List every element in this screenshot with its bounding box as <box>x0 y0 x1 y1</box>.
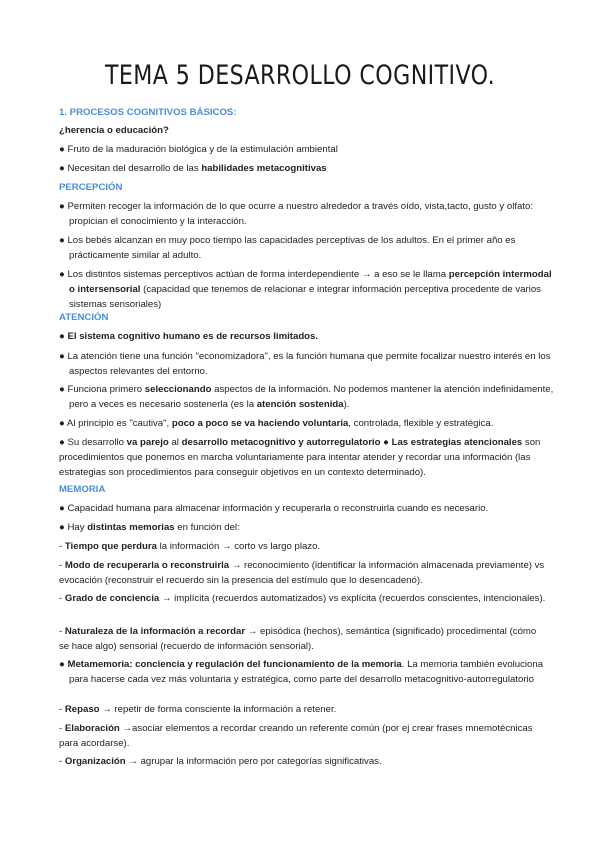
list-item: ● Hay distintas memorias en función del: <box>59 522 240 533</box>
list-item: ● La atención tiene una función "economizadora", es la función humana que permite focalizar nuestro interés en los aspectos relevantes del entorno. <box>59 351 551 377</box>
section-heading-atencion: ATENCIÓN <box>59 312 109 323</box>
list-item: ● Capacidad humana para almacenar información y recuperarla o reconstruirla cuando es necesario. <box>59 503 489 514</box>
list-item: - Repaso → repetir de forma consciente la información a retener. <box>59 704 337 715</box>
list-item: - Grado de conciencia → implícita (recuerdos automatizados) vs explícita (recuerdos conscientes, intencionales). <box>59 593 546 604</box>
question-heading: ¿herencia o educación? <box>59 125 169 136</box>
list-item: - Modo de recuperarla o reconstruirla → reconocimiento (identificar la información almacenada previamente) vs evocación (reconstruir el recuerdo sin la presencia del estímulo que lo desencadenó). <box>59 560 545 586</box>
list-item: ● Metamemoria: conciencia y regulación del funcionamiento de la memoria. La memoria también evoluciona para hacerse cada vez más voluntaria y estratégica, como parte del desarrollo metacognitivo-autorregulatorio <box>59 659 544 685</box>
list-item: ● Los distintos sistemas perceptivos actúan de forma interdependiente → a eso se le llama percepción intermodal o intersensorial (capacidad que tenemos de relacionar e integrar información perceptiva procedente de varios sistemas sensoriales) <box>59 269 552 310</box>
list-item: ● Su desarrollo va parejo al desarrollo metacognitivo y autorregulatorio ● Las estrategias atencionales son procedimientos que ponemos en marcha voluntariamente para intentar atender y recordar una información (las estrategias son procedimientos para conseguir objetivos en un contexto determinado). <box>59 437 541 478</box>
list-item: - Organización → agrupar la información pero por categorías significativas. <box>59 756 382 767</box>
list-item: - Elaboración →asociar elementos a recordar creando un referente común (por ej crear frases mnemotécnicas para acordarse). <box>59 723 533 749</box>
page-title: TEMA 5 DESARROLLO COGNITIVO. <box>104 60 496 91</box>
list-item: ● Necesitan del desarrollo de las habilidades metacognitivas <box>59 163 327 174</box>
list-item: ● Los bebés alcanzan en muy poco tiempo las capacidades perceptivas de los adultos. En el primer año es prácticamente similar al adulto. <box>59 235 516 261</box>
list-item: - Tiempo que perdura la información → corto vs largo plazo. <box>59 541 321 552</box>
list-item: ● Fruto de la maduración biológica y de la estimulación ambiental <box>59 144 338 155</box>
section-heading-procesos: 1. PROCESOS COGNITIVOS BÁSICOS: <box>59 107 237 118</box>
section-heading-memoria: MEMORIA <box>59 484 106 495</box>
list-item: ● Funciona primero seleccionando aspectos de la información. No podemos mantener la atención indefinidamente, pero a veces es necesario sostenerla (es la atención sostenida). <box>59 384 554 410</box>
section-heading-percepcion: PERCEPCIÓN <box>59 182 123 193</box>
list-item: ● El sistema cognitivo humano es de recursos limitados. <box>59 331 319 342</box>
list-item: - Naturaleza de la información a recordar → episódica (hechos), semántica (significado) procedimental (cómo se hace algo) sensorial (recuerdo de información sensorial). <box>59 626 537 652</box>
list-item: ● Al principio es "cautiva", poco a poco se va haciendo voluntaria, controlada, flexible y estratégica. <box>59 418 494 429</box>
list-item: ● Permiten recoger la información de lo que ocurre a nuestro alrededor a través oído, vista,tacto, gusto y olfato: propician el conocimiento y la interacción. <box>59 201 534 227</box>
